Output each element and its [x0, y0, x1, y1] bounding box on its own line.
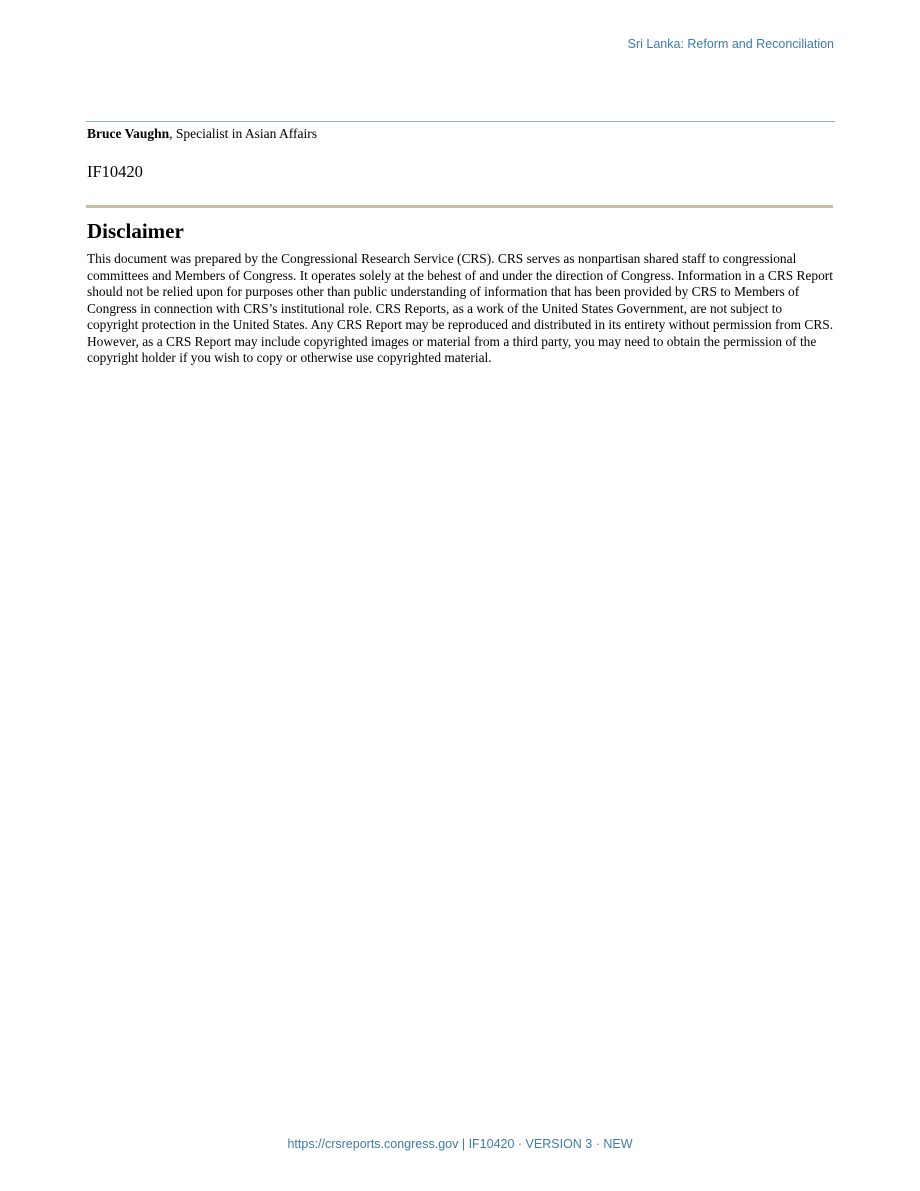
disclaimer-heading: Disclaimer [87, 219, 184, 243]
page-footer [0, 1137, 920, 1151]
disclaimer-body: This document was prepared by the Congressional Research Service (CRS). CRS serves as nonpartisan shared staff to congressional committees and Members of Congress. It operates solely at the behest of and under the direction of Congress. Information in a CRS Report should not be relied upon for purposes other than public understanding of information that has been provided by CRS to Members of Congress in connection with CRS’s institutional role. CRS Reports, as a work of the United States Government, are not subject to copyright protection in the United States. Any CRS Report may be reproduced and distributed in its entirety without permission from CRS. However, as a CRS Report may include copyrighted images or material from a third party, you may need to obtain the permission of the copyright holder if you wish to copy or otherwise use copyrighted material. [87, 251, 834, 365]
author-name: Bruce Vaughn [87, 126, 170, 141]
report-id: IF10420 [87, 162, 143, 181]
footer-link[interactable]: https://crsreports.congress.gov [287, 1137, 459, 1151]
footer-separator: | [458, 1137, 469, 1151]
author-title: , Specialist in Asian Affairs [169, 126, 318, 141]
running-header-title: Sri Lanka: Reform and Reconciliation [627, 37, 834, 51]
footer-meta: IF10420 · VERSION 3 · NEW [468, 1137, 633, 1151]
author-line [87, 126, 317, 142]
section-divider [86, 205, 833, 208]
header-divider [86, 121, 835, 122]
